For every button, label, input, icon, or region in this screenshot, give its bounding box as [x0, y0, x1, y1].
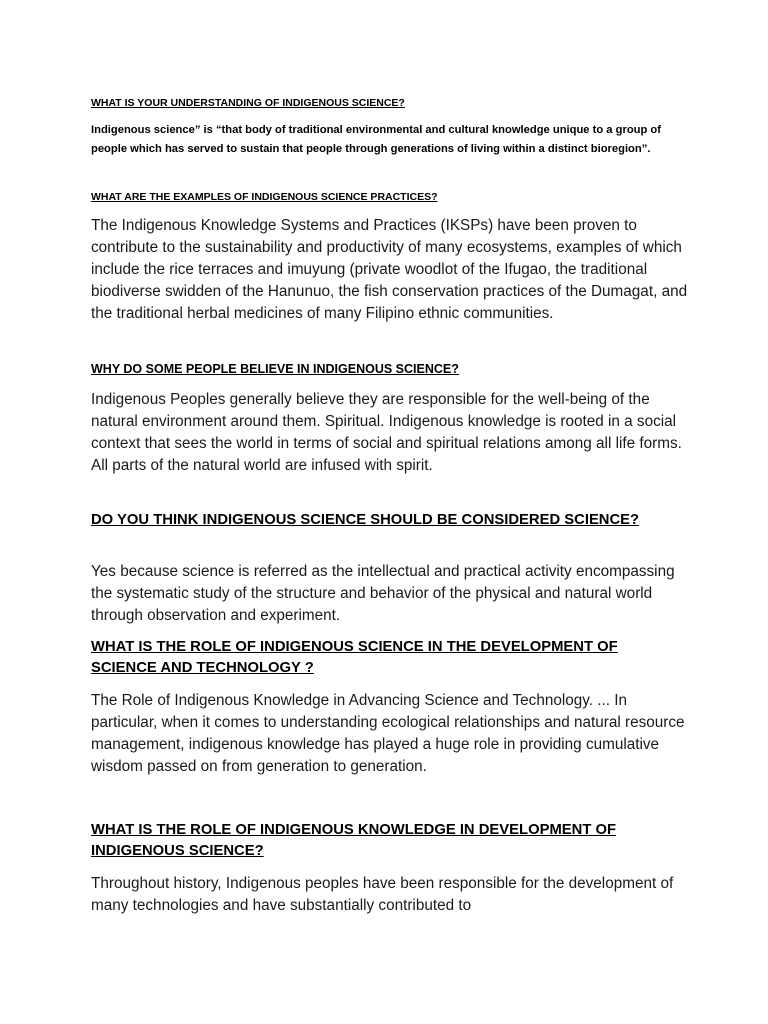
answer-paragraph-2: The Indigenous Knowledge Systems and Practices (IKSPs) have been proven to contribute to the sustainability and productivity of many ecosystems, examples of which include the rice terraces and imuyung (private woodlot of the Ifugao, the traditional biodiverse swidden of the Hanunuo, the fish conservation practices of the Dumagat, and the traditional herbal medicines of many Filipino ethnic communities. [91, 217, 688, 322]
answer-paragraph-5: The Role of Indigenous Knowledge in Advancing Science and Technology. ... In particular, when it comes to understanding ecological relationships and natural resource management, indigenous knowledge has played a huge role in providing cumulative wisdom passed on from generation to generation. [91, 692, 685, 775]
question-heading-6: WHAT IS THE ROLE OF INDIGENOUS KNOWLEDGE IN DEVELOPMENT OF INDIGENOUS SCIENCE? [91, 822, 617, 859]
question-heading-5: WHAT IS THE ROLE OF INDIGENOUS SCIENCE IN THE DEVELOPMENT OF SCIENCE AND TECHNOLOGY ? [91, 639, 618, 676]
answer-paragraph-1: Indigenous science” is “that body of traditional environmental and cultural knowledge unique to a group of people which has served to sustain that people through generations of living within a distinct bioregion”. [91, 124, 661, 155]
question-heading-4: DO YOU THINK INDIGENOUS SCIENCE SHOULD BE CONSIDERED SCIENCE? [91, 512, 640, 528]
answer-paragraph-4: Yes because science is referred as the intellectual and practical activity encompassing the systematic study of the structure and behavior of the physical and natural world through observation and experiment. [91, 563, 675, 624]
answer-paragraph-3: Indigenous Peoples generally believe they are responsible for the well-being of the natural environment around them. Spiritual. Indigenous knowledge is rooted in a social context that sees the world in terms of social and spiritual relations among all life forms. All parts of the natural world are infused with spirit. [91, 391, 682, 474]
question-heading-3: WHY DO SOME PEOPLE BELIEVE IN INDIGENOUS SCIENCE? [91, 362, 459, 376]
question-heading-1: WHAT IS YOUR UNDERSTANDING OF INDIGENOUS SCIENCE? [91, 97, 405, 109]
question-heading-2: WHAT ARE THE EXAMPLES OF INDIGENOUS SCIENCE PRACTICES? [91, 191, 438, 203]
answer-paragraph-6: Throughout history, Indigenous peoples have been responsible for the development of many technologies and have substantially contributed to [91, 875, 674, 914]
